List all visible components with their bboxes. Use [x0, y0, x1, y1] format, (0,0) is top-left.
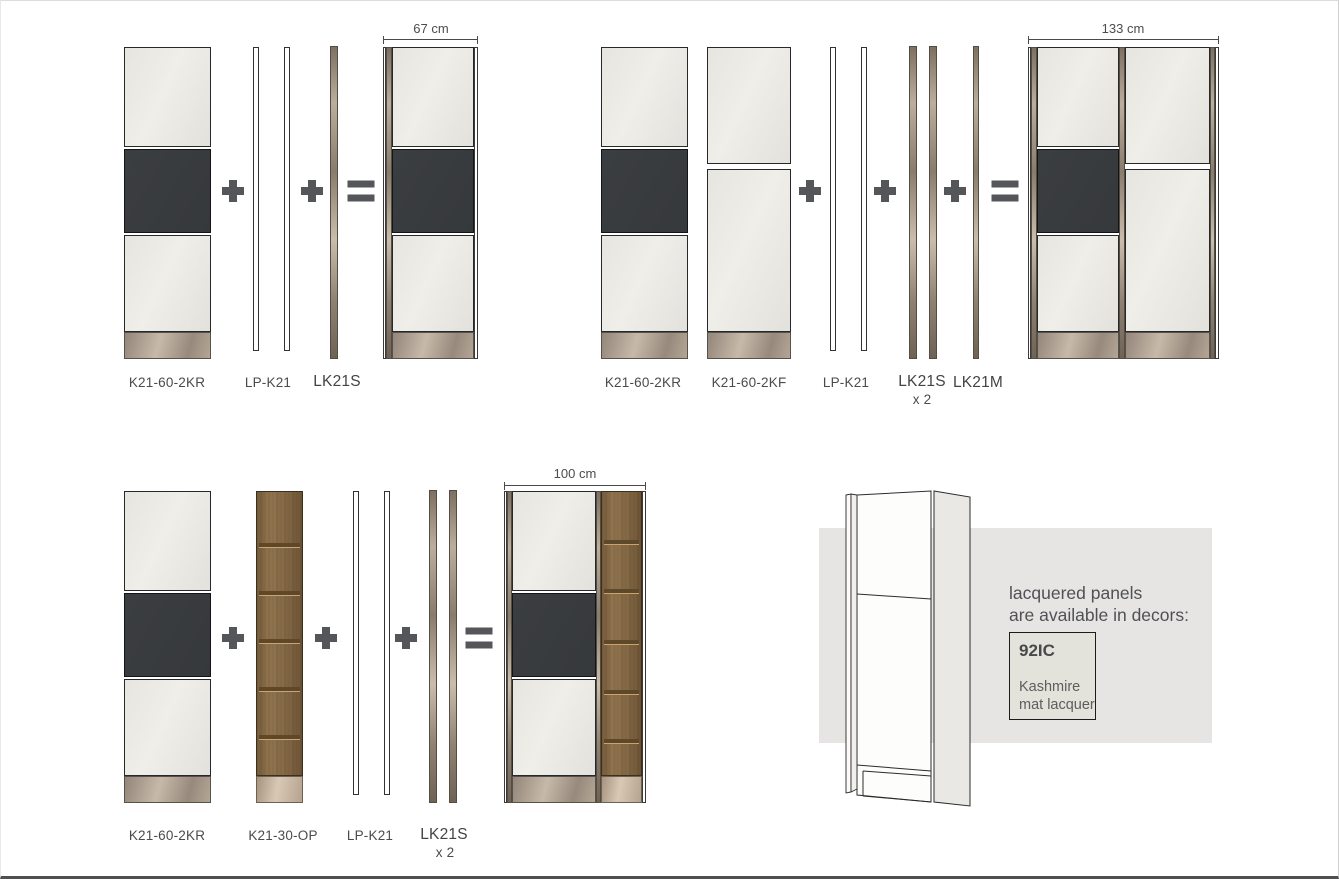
open-shelf-body	[256, 491, 303, 776]
open-shelf-body	[601, 491, 642, 776]
shelf-line	[604, 589, 639, 594]
shelf-line	[604, 540, 639, 545]
cabinet-plinth	[392, 332, 474, 359]
result-cabinet-column	[392, 47, 474, 359]
product-label: LK21S	[898, 373, 946, 390]
cabinet-accent-panel	[124, 149, 211, 233]
lacquer-strip-lk21s	[909, 46, 917, 359]
side-panel-lp-k21	[830, 47, 836, 351]
cabinet-door-top	[1037, 47, 1119, 147]
cabinet-accent-panel	[512, 593, 596, 677]
decor-info-text	[1009, 582, 1189, 626]
result-unit-133cm	[1028, 47, 1219, 359]
shelf-line	[604, 690, 639, 695]
cabinet-door-top	[1125, 47, 1210, 164]
equals-icon	[348, 181, 375, 202]
cabinet-door-bottom	[707, 169, 791, 332]
cabinet-door-bottom	[124, 235, 211, 332]
cabinet-plinth	[707, 332, 791, 359]
side-panel-lp-k21	[284, 47, 290, 351]
cabinet-k21-60-2kr	[601, 47, 688, 359]
side-panel-lp-k21	[384, 491, 390, 795]
cabinet-door-top	[512, 491, 596, 591]
cabinet-k21-60-2kr	[124, 491, 211, 803]
decor-name	[1019, 678, 1095, 714]
result-cabinet-column	[1037, 47, 1119, 359]
equals-icon	[992, 181, 1019, 202]
plus-icon	[395, 627, 417, 649]
lacquer-strip-lk21s	[330, 46, 338, 359]
lacquer-strip-lk21s	[929, 46, 937, 359]
cabinet-door-bottom	[124, 679, 211, 776]
product-label: LP-K21	[822, 375, 870, 390]
decor-code: 92IC	[1019, 641, 1055, 660]
cabinet-plinth	[601, 332, 688, 359]
decor-name-line1: Kashmire	[1019, 679, 1081, 695]
shelf-line	[259, 543, 300, 548]
cabinet-door-bottom	[1037, 235, 1119, 332]
panel-edge	[1215, 47, 1219, 359]
cabinet-k21-60-2kr	[124, 47, 211, 359]
cabinet-door-top	[392, 47, 474, 147]
cabinet-door-bottom	[1125, 169, 1210, 332]
dimension-line	[504, 485, 646, 486]
cabinet-3d-drawing	[834, 481, 974, 821]
cabinet-door-bottom	[512, 679, 596, 776]
lacquer-strip-lk21s	[429, 490, 437, 803]
product-label: LK21S	[420, 826, 468, 843]
result-shelf-column	[601, 491, 642, 803]
plus-icon	[222, 627, 244, 649]
cabinet-door-top	[124, 491, 211, 591]
quantity-label: x 2	[435, 845, 455, 860]
lacquer-strip-lk21m	[973, 46, 979, 359]
lacquer-strip-lk21s	[449, 490, 457, 803]
dimension-line	[383, 39, 478, 40]
product-label: LP-K21	[346, 828, 394, 843]
decor-info-line1: lacquered panels	[1009, 583, 1143, 603]
cabinet-door-top	[601, 47, 688, 147]
dimension-label: 100 cm	[553, 466, 597, 481]
dimension-label: 133 cm	[1101, 21, 1145, 36]
shelf-line	[604, 739, 639, 744]
cabinet-door-top	[707, 47, 791, 164]
plus-icon	[222, 180, 244, 202]
cabinet-plinth	[512, 776, 596, 803]
product-label: LP-K21	[244, 375, 292, 390]
dimension-label: 67 cm	[413, 21, 449, 36]
decor-name-line2: mat lacquer	[1019, 697, 1095, 713]
cabinet-plinth	[124, 332, 211, 359]
plus-icon	[315, 627, 337, 649]
product-label: K21-60-2KR	[128, 828, 206, 843]
product-label: LK21S	[313, 373, 361, 390]
cabinet-plinth	[601, 776, 642, 803]
side-panel-lp-k21	[353, 491, 359, 795]
cabinet-accent-panel	[1037, 149, 1119, 233]
equals-icon	[466, 628, 493, 649]
cabinet-accent-panel	[392, 149, 474, 233]
quantity-label: x 2	[912, 392, 932, 407]
cabinet-k21-60-2kf	[707, 47, 791, 359]
shelf-line	[604, 640, 639, 645]
side-panel-lp-k21	[253, 47, 259, 351]
dimension-line	[1028, 39, 1219, 40]
cabinet-plinth	[124, 776, 211, 803]
cabinet-accent-panel	[601, 149, 688, 233]
cabinet-door-bottom	[392, 235, 474, 332]
product-label: K21-60-2KR	[128, 375, 206, 390]
side-panel-lp-k21	[861, 47, 867, 351]
cabinet-plinth	[1037, 332, 1119, 359]
result-cabinet-column	[512, 491, 596, 803]
plus-icon	[874, 180, 896, 202]
result-unit-100cm	[504, 491, 646, 803]
plus-icon	[799, 180, 821, 202]
product-label: K21-60-2KR	[604, 375, 682, 390]
shelf-line	[259, 591, 300, 596]
cabinet-door-top	[124, 47, 211, 147]
shelf-line	[259, 735, 300, 740]
cabinet-accent-panel	[124, 593, 211, 677]
shelf-line	[259, 639, 300, 644]
product-label: LK21M	[952, 374, 1004, 391]
decor-swatch-92ic	[1009, 632, 1096, 720]
result-cabinet-column	[1125, 47, 1210, 359]
panel-edge	[642, 491, 646, 803]
product-label: K21-60-2KF	[711, 375, 787, 390]
plus-icon	[301, 180, 323, 202]
decor-info-line2: are available in decors:	[1009, 605, 1189, 625]
cabinet-plinth	[256, 776, 303, 803]
cabinet-door-bottom	[601, 235, 688, 332]
shelf-line	[259, 687, 300, 692]
product-label: K21-30-OP	[248, 828, 318, 843]
plus-icon	[944, 180, 966, 202]
open-shelf-k21-30-op	[256, 491, 303, 803]
cabinet-plinth	[1125, 332, 1210, 359]
result-unit-67cm	[383, 47, 478, 359]
panel-edge	[474, 47, 478, 359]
